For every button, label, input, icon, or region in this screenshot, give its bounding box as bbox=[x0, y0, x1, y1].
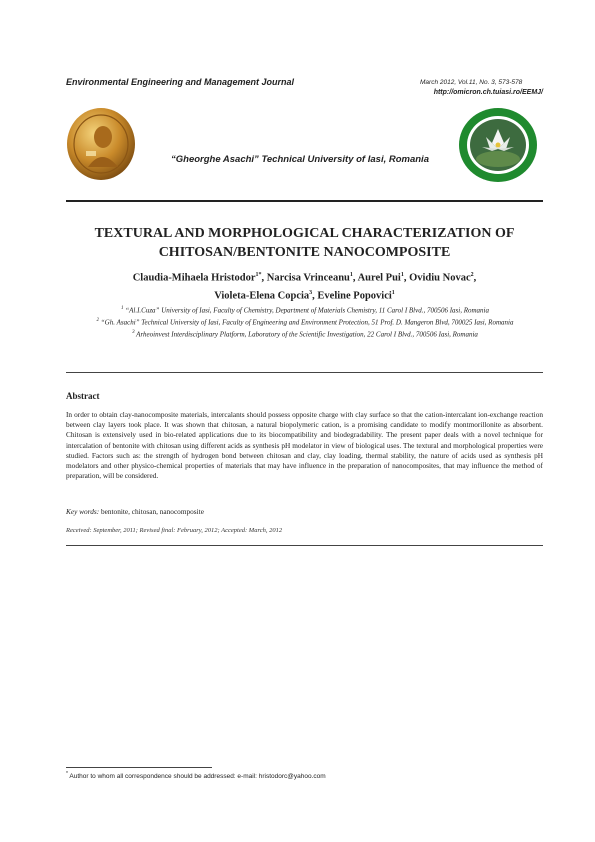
author-name: Narcisa Vrinceanu bbox=[266, 272, 350, 284]
abstract-bottom-rule bbox=[66, 545, 543, 546]
keywords-label: Key words: bbox=[66, 507, 100, 516]
journal-name: Environmental Engineering and Management Journal bbox=[66, 77, 295, 87]
affiliation-mark: 3 bbox=[132, 329, 135, 335]
university-medal-logo bbox=[66, 107, 136, 181]
author-affiliation-mark: 1* bbox=[255, 272, 262, 278]
author-name: Eveline Popovici bbox=[317, 290, 392, 301]
abstract-top-rule bbox=[66, 372, 543, 373]
author-affiliation-mark: 3 bbox=[309, 289, 313, 296]
author-affiliation-mark: 1 bbox=[400, 272, 404, 278]
eemj-lotus-seal-logo bbox=[458, 107, 538, 183]
affiliations bbox=[80, 304, 530, 339]
author-separator: , bbox=[473, 272, 477, 284]
received-dates: Received: September, 2011; Revised final: February, 2012; Accepted: March, 2012 bbox=[66, 527, 283, 534]
abstract-text: In order to obtain clay-nanocomposite materials, intercalants should possess opposite charge with clay surface so that the cation-intercalant ion-exchange reaction between clay layers took place. It was shown that chitosan, a natural biopolymeric cation, is a promising candidate to modify montmorillonite as absorbent. Chitosan is extensively used in bio-related applications due to its biocompatibility and biodegradability. The present paper deals with a novel technique for intercalation of bentonite with chitosan using different acids as synthesis pH modelator in view of biological uses. The textural and morphological properties were studied. Factors such as: the strength of hydrogen bond between chitosan and clay, clay loading, thermal stability, the nature of acids used as synthesis pH modelators and other physico-chemical properties of materials that may have influence in the preparation of nanocomposites, that may influence the method of preparation, will be considered. bbox=[66, 410, 543, 481]
affiliation-text: “Al.I.Cuza” University of Iasi, Faculty of Chemistry, Department of Materials Chemistry, 11 Carol I Blvd., 700506 Iasi, Romania bbox=[123, 306, 490, 315]
author-name: Claudia-Mihaela Hristodor bbox=[132, 272, 256, 284]
affiliation-mark: 2 bbox=[96, 317, 100, 323]
author-affiliation-mark: 1 bbox=[391, 289, 395, 296]
affiliation-item bbox=[80, 316, 530, 328]
author-separator: , bbox=[352, 272, 358, 284]
author-list bbox=[66, 268, 543, 303]
title-line-1: TEXTURAL AND MORPHOLOGICAL CHARACTERIZATION OF bbox=[94, 226, 515, 241]
abstract-heading: Abstract bbox=[66, 391, 100, 401]
keywords bbox=[66, 507, 204, 516]
affiliation-item bbox=[80, 304, 530, 316]
author-affiliation-mark: 2 bbox=[470, 272, 474, 278]
author-name: Violeta-Elena Copcia bbox=[214, 290, 310, 301]
footnote-text: Author to whom all correspondence should be addressed: e-mail: hristodorc@yahoo.com bbox=[67, 773, 326, 781]
university-name: “Gheorghe Asachi” Technical University of Iasi, Romania bbox=[171, 154, 429, 165]
author-name: Aurel Pui bbox=[357, 272, 401, 284]
footnote-mark: * bbox=[66, 771, 68, 777]
affiliation-mark: 1 bbox=[120, 306, 124, 311]
author-separator: , bbox=[261, 272, 267, 284]
author-separator: , bbox=[403, 272, 410, 284]
journal-url: http://omicron.ch.tuiasi.ro/EEMJ/ bbox=[433, 89, 543, 96]
affiliation-text: Arheoinvest Interdisciplinary Platform, Laboratory of the Scientific Investigation, 22 Carol I Blvd., 700506 Iasi, Romania bbox=[134, 329, 478, 338]
article-title bbox=[66, 224, 543, 262]
affiliation-item bbox=[80, 328, 530, 340]
author-name: Ovidiu Novac bbox=[409, 272, 471, 284]
keywords-value: bentonite, chitosan, nanocomposite bbox=[99, 507, 204, 516]
author-affiliation-mark: 1 bbox=[349, 272, 353, 278]
issue-info: March 2012, Vol.11, No. 3, 573-578 bbox=[420, 79, 523, 86]
author-separator: , bbox=[312, 290, 318, 301]
affiliation-text: “Gh. Asachi” Technical University of Iasi, Faculty of Engineering and Environment Protection, 51 Prof. D. Mangeron Blvd, 700025 Iasi, Romania bbox=[99, 318, 514, 327]
title-line-2: CHITOSAN/BENTONITE NANOCOMPOSITE bbox=[158, 245, 451, 260]
header-rule bbox=[66, 200, 543, 202]
correspondence-footnote bbox=[66, 771, 326, 780]
footnote-rule bbox=[66, 767, 212, 768]
